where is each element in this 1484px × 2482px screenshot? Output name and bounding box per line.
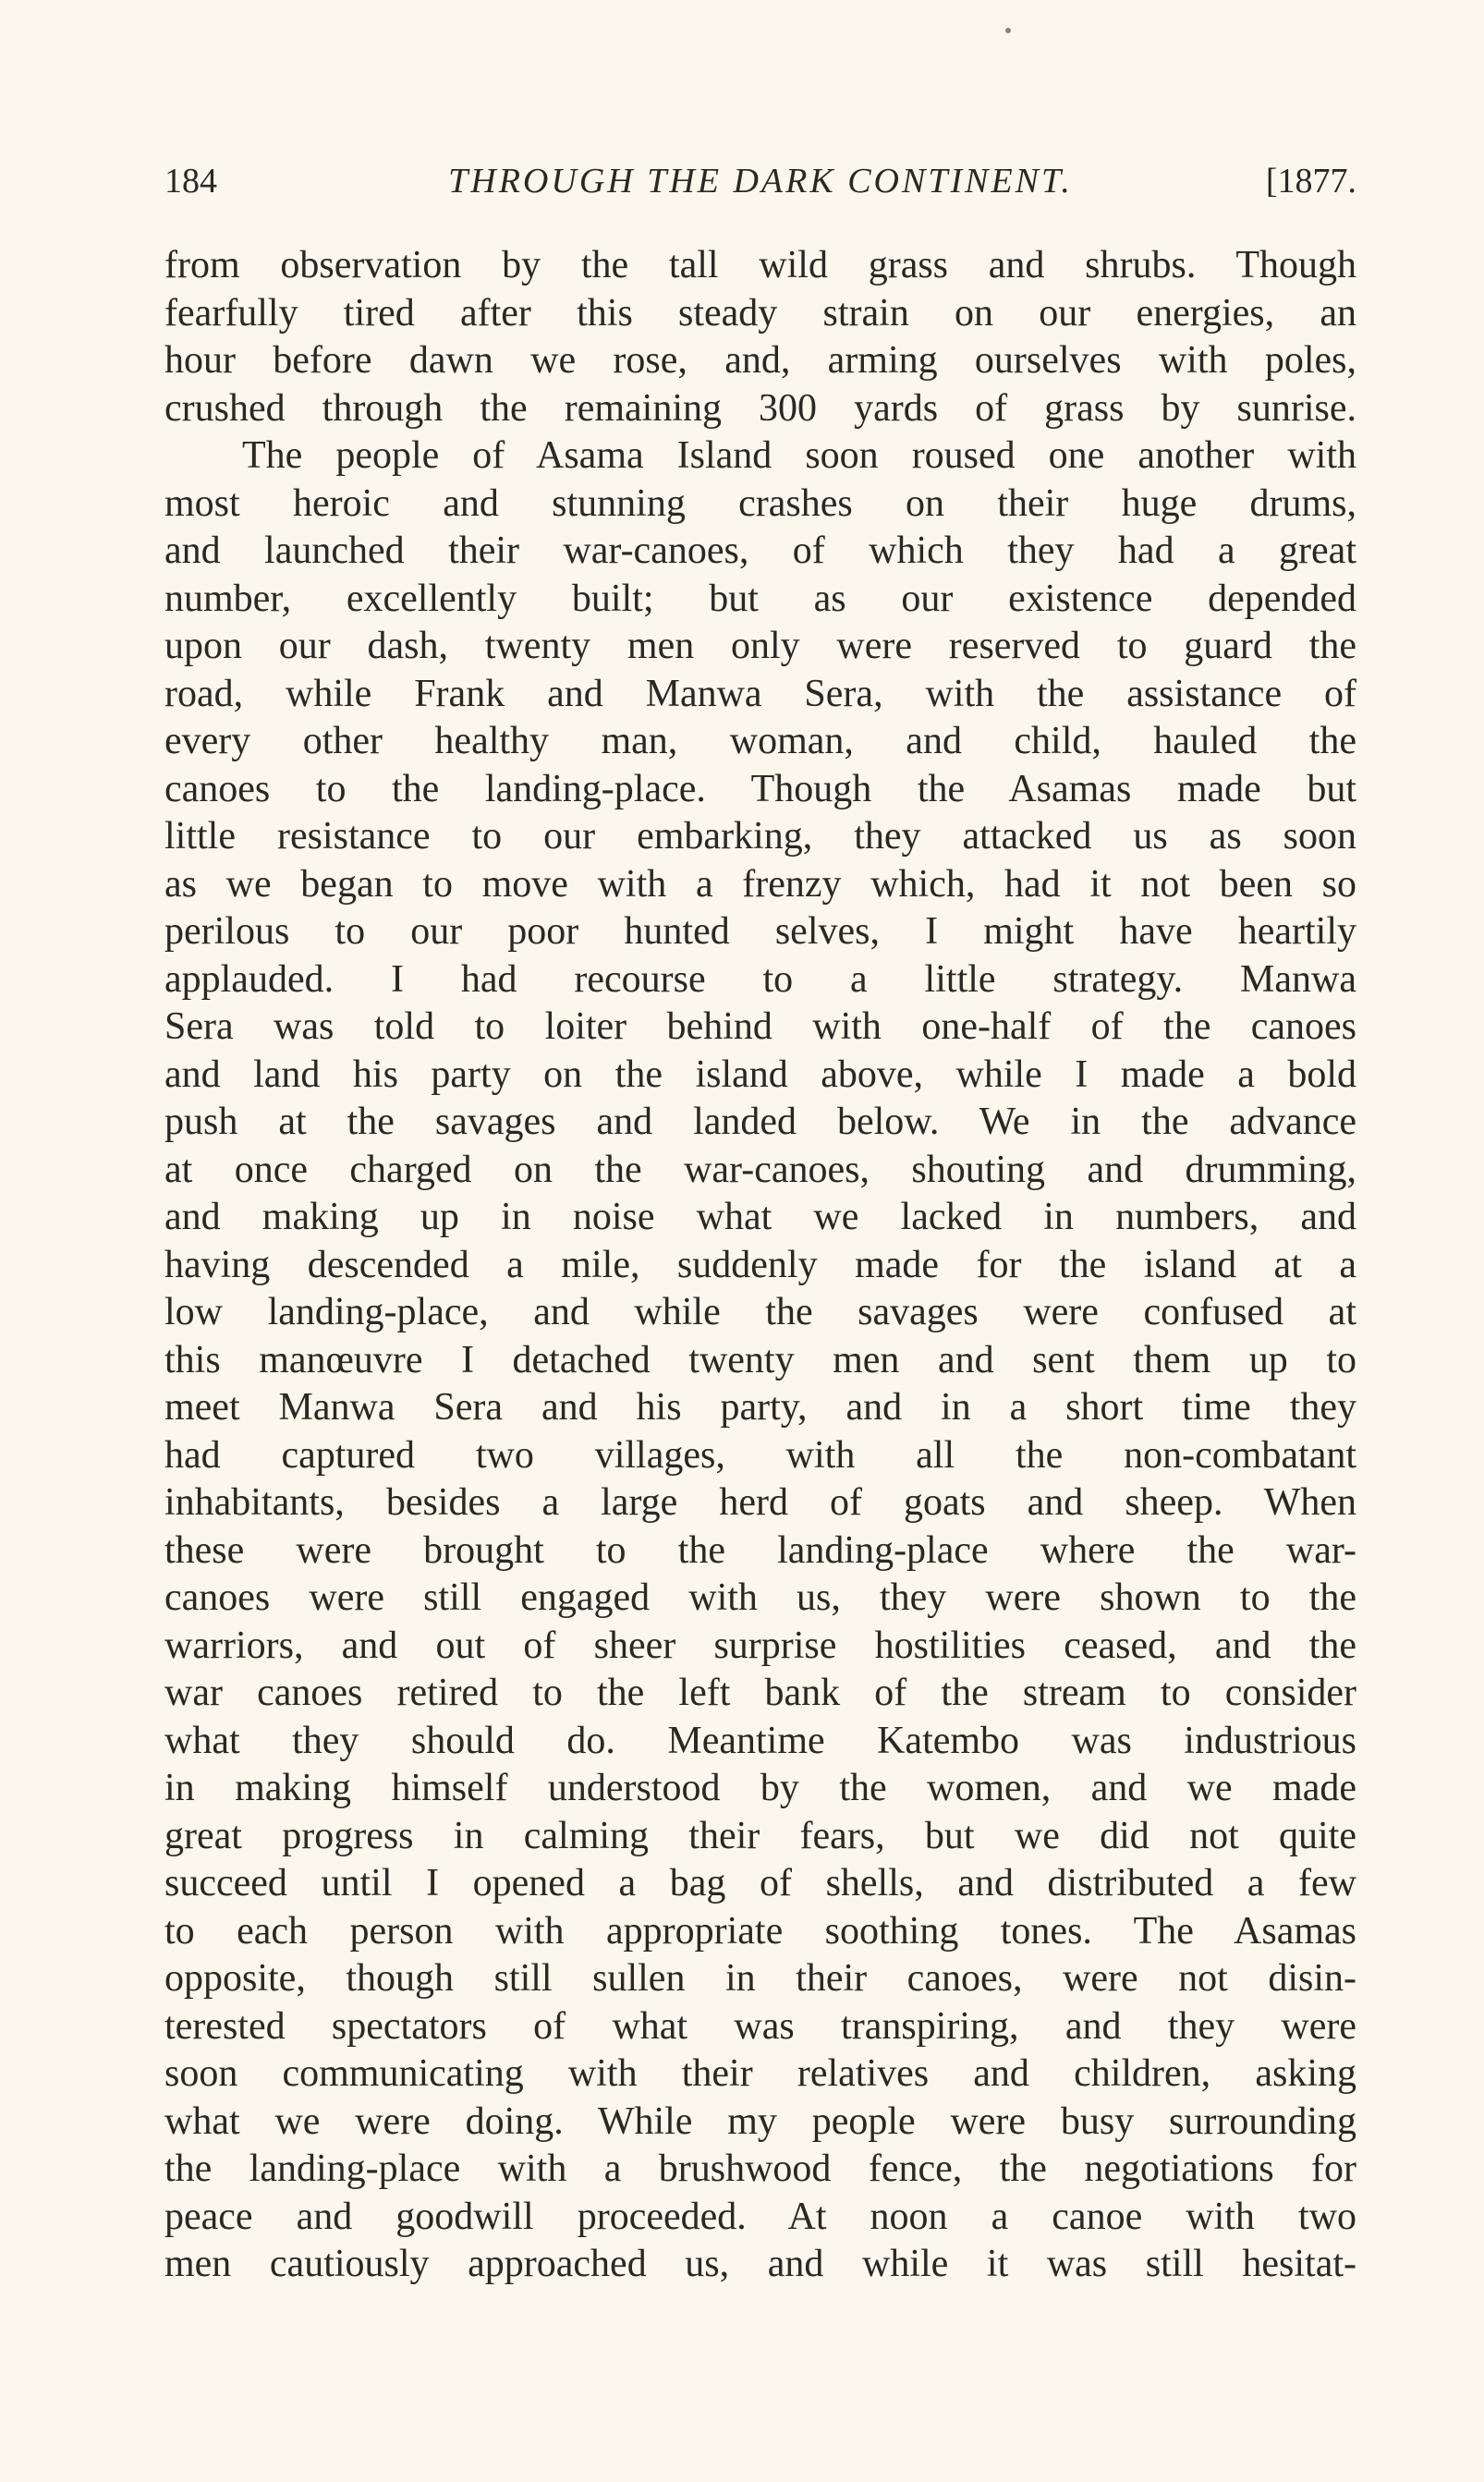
text-line: warriors, and out of sheer surprise hostilities ceased, and the	[164, 1624, 1356, 1667]
text-line: and launched their war-canoes, of which they had a great	[164, 529, 1356, 572]
text-line: and making up in noise what we lacked in numbers, and	[164, 1196, 1356, 1238]
text-line: push at the savages and landed below. We in the advance	[164, 1101, 1356, 1143]
text-line: applauded. I had recourse to a little strategy. Manwa	[164, 957, 1356, 1001]
ink-speck	[1005, 28, 1011, 33]
text-line: opposite, though still sullen in their canoes, were not disin-	[164, 1957, 1356, 2000]
text-line: soon communicating with their relatives and children, asking	[164, 2052, 1356, 2095]
text-line: Sera was told to loiter behind with one-half of the canoes	[164, 1005, 1356, 1048]
text-line: succeed until I opened a bag of shells, and distributed a few	[164, 1862, 1356, 1904]
text-line: every other healthy man, woman, and child, hauled the	[164, 720, 1356, 762]
text-line: terested spectators of what was transpiring, and they were	[164, 2004, 1356, 2048]
text-line: these were brought to the landing-place where the war-	[164, 1528, 1356, 1572]
text-line: inhabitants, besides a large herd of goats and sheep. When	[164, 1481, 1356, 1524]
text-line: as we began to move with a frenzy which, had it not been so	[164, 862, 1356, 906]
text-line: had captured two villages, with all the non-combatant	[164, 1433, 1356, 1477]
page-number: 184	[164, 162, 217, 201]
text-line: from observation by the tall wild grass and shrubs. Though	[164, 244, 1356, 286]
text-line: what they should do. Meantime Katembo was industrious	[164, 1719, 1356, 1762]
running-year: [1877.	[1265, 162, 1356, 201]
text-line: hour before dawn we rose, and, arming ourselves with poles,	[164, 339, 1356, 382]
text-line: The people of Asama Island soon roused one another with	[242, 434, 1356, 477]
body-text	[164, 242, 1356, 2289]
text-line: low landing-place, and while the savages were confused at	[164, 1291, 1356, 1333]
text-line: fearfully tired after this steady strain on our energies, an	[164, 291, 1356, 335]
text-line: most heroic and stunning crashes on their huge drums,	[164, 481, 1356, 525]
text-line: in making himself understood by the women, and we made	[164, 1767, 1356, 1809]
text-line: having descended a mile, suddenly made for the island at a	[164, 1243, 1356, 1286]
text-line: and land his party on the island above, while I made a bold	[164, 1052, 1356, 1096]
text-line: men cautiously approached us, and while it was still hesitat-	[164, 2243, 1356, 2285]
text-line: to each person with appropriate soothing tones. The Asamas	[164, 1909, 1356, 1953]
text-line: upon our dash, twenty men only were reserved to guard the	[164, 625, 1356, 667]
text-line: great progress in calming their fears, but we did not quite	[164, 1814, 1356, 1857]
text-line: peace and goodwill proceeded. At noon a canoe with two	[164, 2195, 1356, 2238]
text-line: crushed through the remaining 300 yards of grass by sunrise.	[164, 386, 1356, 430]
text-line: road, while Frank and Manwa Sera, with the assistance of	[164, 672, 1356, 715]
running-title: THROUGH THE DARK CONTINENT.	[448, 162, 1073, 201]
text-line: number, excellently built; but as our existence depended	[164, 577, 1356, 620]
text-line: the landing-place with a brushwood fence, the negotiations for	[164, 2147, 1356, 2190]
text-line: at once charged on the war-canoes, shouting and drumming,	[164, 1148, 1356, 1191]
text-line: little resistance to our embarking, they attacked us as soon	[164, 815, 1356, 858]
text-line: canoes were still engaged with us, they were shown to the	[164, 1576, 1356, 1619]
text-line: meet Manwa Sera and his party, and in a short time they	[164, 1386, 1356, 1429]
text-line: canoes to the landing-place. Though the Asamas made but	[164, 767, 1356, 810]
text-line: what we were doing. While my people were busy surrounding	[164, 2099, 1356, 2143]
text-line: war canoes retired to the left bank of the stream to consider	[164, 1672, 1356, 1714]
text-line: this manœuvre I detached twenty men and sent them up to	[164, 1338, 1356, 1381]
running-header	[164, 153, 1356, 209]
text-line: perilous to our poor hunted selves, I might have heartily	[164, 910, 1356, 953]
